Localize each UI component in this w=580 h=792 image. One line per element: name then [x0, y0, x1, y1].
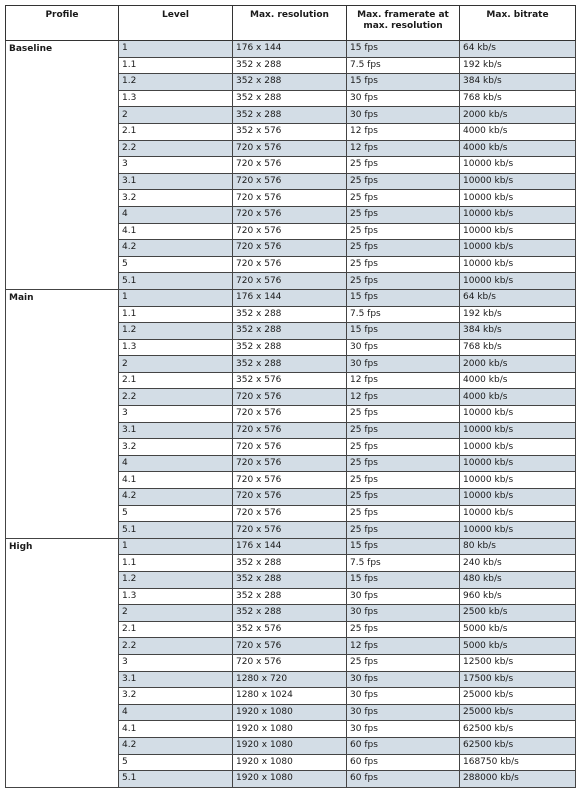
bitrate-cell: 168750 kb/s: [460, 754, 576, 771]
level-cell: 2.1: [119, 123, 233, 140]
level-cell: 1.1: [119, 555, 233, 572]
resolution-cell: 176 x 144: [233, 289, 347, 306]
bitrate-cell: 10000 kb/s: [460, 422, 576, 439]
framerate-cell: 25 fps: [347, 206, 460, 223]
resolution-cell: 352 x 576: [233, 372, 347, 389]
level-cell: 1: [119, 289, 233, 306]
bitrate-cell: 10000 kb/s: [460, 157, 576, 174]
resolution-cell: 720 x 576: [233, 190, 347, 207]
bitrate-cell: 10000 kb/s: [460, 206, 576, 223]
framerate-cell: 30 fps: [347, 588, 460, 605]
bitrate-cell: 2000 kb/s: [460, 356, 576, 373]
framerate-cell: 30 fps: [347, 356, 460, 373]
resolution-cell: 176 x 144: [233, 41, 347, 58]
level-cell: 3.2: [119, 688, 233, 705]
level-cell: 3: [119, 654, 233, 671]
level-cell: 1.1: [119, 306, 233, 323]
framerate-cell: 30 fps: [347, 339, 460, 356]
bitrate-cell: 12500 kb/s: [460, 654, 576, 671]
header-profile: Profile: [6, 6, 119, 41]
resolution-cell: 720 x 576: [233, 505, 347, 522]
level-cell: 5.1: [119, 273, 233, 290]
header-max-resolution: Max. resolution: [233, 6, 347, 41]
level-cell: 2.1: [119, 372, 233, 389]
framerate-cell: 12 fps: [347, 372, 460, 389]
bitrate-cell: 64 kb/s: [460, 41, 576, 58]
framerate-cell: 25 fps: [347, 223, 460, 240]
framerate-cell: 15 fps: [347, 289, 460, 306]
table-body: [6, 41, 576, 788]
framerate-cell: 30 fps: [347, 107, 460, 124]
framerate-cell: 25 fps: [347, 621, 460, 638]
bitrate-cell: 768 kb/s: [460, 339, 576, 356]
bitrate-cell: 288000 kb/s: [460, 771, 576, 788]
resolution-cell: 720 x 576: [233, 654, 347, 671]
framerate-cell: 25 fps: [347, 522, 460, 539]
header-row: [6, 6, 576, 41]
resolution-cell: 1920 x 1080: [233, 704, 347, 721]
resolution-cell: 720 x 576: [233, 638, 347, 655]
resolution-cell: 720 x 576: [233, 422, 347, 439]
framerate-cell: 30 fps: [347, 704, 460, 721]
level-cell: 2.2: [119, 140, 233, 157]
resolution-cell: 352 x 288: [233, 339, 347, 356]
framerate-cell: 25 fps: [347, 190, 460, 207]
framerate-cell: 25 fps: [347, 240, 460, 257]
bitrate-cell: 4000 kb/s: [460, 389, 576, 406]
framerate-cell: 7.5 fps: [347, 57, 460, 74]
bitrate-cell: 480 kb/s: [460, 572, 576, 589]
framerate-cell: 25 fps: [347, 157, 460, 174]
framerate-cell: 15 fps: [347, 41, 460, 58]
bitrate-cell: 10000 kb/s: [460, 223, 576, 240]
bitrate-cell: 10000 kb/s: [460, 455, 576, 472]
bitrate-cell: 384 kb/s: [460, 323, 576, 340]
resolution-cell: 720 x 576: [233, 223, 347, 240]
framerate-cell: 30 fps: [347, 688, 460, 705]
framerate-cell: 15 fps: [347, 323, 460, 340]
framerate-cell: 25 fps: [347, 406, 460, 423]
bitrate-cell: 25000 kb/s: [460, 688, 576, 705]
level-cell: 2.2: [119, 638, 233, 655]
resolution-cell: 352 x 288: [233, 605, 347, 622]
level-cell: 4.1: [119, 721, 233, 738]
level-cell: 3: [119, 157, 233, 174]
bitrate-cell: 5000 kb/s: [460, 621, 576, 638]
bitrate-cell: 10000 kb/s: [460, 472, 576, 489]
framerate-cell: 30 fps: [347, 671, 460, 688]
bitrate-cell: 10000 kb/s: [460, 240, 576, 257]
level-cell: 2: [119, 107, 233, 124]
resolution-cell: 352 x 288: [233, 74, 347, 91]
level-cell: 1.3: [119, 588, 233, 605]
level-cell: 4.2: [119, 737, 233, 754]
framerate-cell: 60 fps: [347, 754, 460, 771]
profile-cell: High: [6, 538, 119, 787]
bitrate-cell: 768 kb/s: [460, 90, 576, 107]
resolution-cell: 352 x 288: [233, 572, 347, 589]
level-cell: 4.1: [119, 472, 233, 489]
resolution-cell: 352 x 288: [233, 306, 347, 323]
level-cell: 5.1: [119, 771, 233, 788]
resolution-cell: 352 x 576: [233, 621, 347, 638]
resolution-cell: 1920 x 1080: [233, 754, 347, 771]
bitrate-cell: 5000 kb/s: [460, 638, 576, 655]
bitrate-cell: 10000 kb/s: [460, 505, 576, 522]
level-cell: 3.1: [119, 173, 233, 190]
bitrate-cell: 10000 kb/s: [460, 190, 576, 207]
bitrate-cell: 960 kb/s: [460, 588, 576, 605]
framerate-cell: 12 fps: [347, 389, 460, 406]
bitrate-cell: 4000 kb/s: [460, 123, 576, 140]
framerate-cell: 30 fps: [347, 605, 460, 622]
level-cell: 4.2: [119, 489, 233, 506]
header-max-bitrate: Max. bitrate: [460, 6, 576, 41]
framerate-cell: 15 fps: [347, 572, 460, 589]
framerate-cell: 25 fps: [347, 472, 460, 489]
level-cell: 3: [119, 406, 233, 423]
bitrate-cell: 10000 kb/s: [460, 489, 576, 506]
resolution-cell: 1280 x 1024: [233, 688, 347, 705]
resolution-cell: 352 x 288: [233, 555, 347, 572]
resolution-cell: 720 x 576: [233, 489, 347, 506]
profile-cell: Main: [6, 289, 119, 538]
level-cell: 1.1: [119, 57, 233, 74]
level-cell: 1.2: [119, 323, 233, 340]
resolution-cell: 720 x 576: [233, 472, 347, 489]
resolution-cell: 352 x 288: [233, 323, 347, 340]
bitrate-cell: 62500 kb/s: [460, 721, 576, 738]
resolution-cell: 720 x 576: [233, 173, 347, 190]
framerate-cell: 15 fps: [347, 538, 460, 555]
bitrate-cell: 10000 kb/s: [460, 522, 576, 539]
resolution-cell: 352 x 288: [233, 107, 347, 124]
table-container: [5, 5, 576, 788]
resolution-cell: 720 x 576: [233, 439, 347, 456]
bitrate-cell: 10000 kb/s: [460, 439, 576, 456]
framerate-cell: 30 fps: [347, 721, 460, 738]
resolution-cell: 720 x 576: [233, 256, 347, 273]
resolution-cell: 720 x 576: [233, 389, 347, 406]
level-cell: 3.1: [119, 671, 233, 688]
framerate-cell: 25 fps: [347, 422, 460, 439]
bitrate-cell: 64 kb/s: [460, 289, 576, 306]
framerate-cell: 25 fps: [347, 173, 460, 190]
framerate-cell: 15 fps: [347, 74, 460, 91]
bitrate-cell: 240 kb/s: [460, 555, 576, 572]
bitrate-cell: 10000 kb/s: [460, 173, 576, 190]
framerate-cell: 7.5 fps: [347, 555, 460, 572]
resolution-cell: 720 x 576: [233, 140, 347, 157]
header-max-framerate: Max. framerate at max. resolution: [347, 6, 460, 41]
resolution-cell: 352 x 288: [233, 57, 347, 74]
level-cell: 4.1: [119, 223, 233, 240]
resolution-cell: 720 x 576: [233, 206, 347, 223]
resolution-cell: 352 x 288: [233, 588, 347, 605]
framerate-cell: 25 fps: [347, 654, 460, 671]
resolution-cell: 1280 x 720: [233, 671, 347, 688]
resolution-cell: 1920 x 1080: [233, 771, 347, 788]
level-cell: 2.2: [119, 389, 233, 406]
level-cell: 5.1: [119, 522, 233, 539]
level-cell: 1: [119, 41, 233, 58]
level-cell: 4.2: [119, 240, 233, 257]
framerate-cell: 25 fps: [347, 439, 460, 456]
resolution-cell: 720 x 576: [233, 455, 347, 472]
level-cell: 5: [119, 256, 233, 273]
framerate-cell: 25 fps: [347, 455, 460, 472]
profile-level-table: [5, 5, 576, 788]
table-row: [6, 289, 576, 306]
bitrate-cell: 2500 kb/s: [460, 605, 576, 622]
bitrate-cell: 384 kb/s: [460, 74, 576, 91]
bitrate-cell: 4000 kb/s: [460, 140, 576, 157]
framerate-cell: 25 fps: [347, 505, 460, 522]
framerate-cell: 12 fps: [347, 140, 460, 157]
resolution-cell: 1920 x 1080: [233, 737, 347, 754]
framerate-cell: 12 fps: [347, 123, 460, 140]
level-cell: 1.2: [119, 74, 233, 91]
bitrate-cell: 17500 kb/s: [460, 671, 576, 688]
bitrate-cell: 10000 kb/s: [460, 256, 576, 273]
table-header: [6, 6, 576, 41]
resolution-cell: 1920 x 1080: [233, 721, 347, 738]
table-row: [6, 538, 576, 555]
resolution-cell: 176 x 144: [233, 538, 347, 555]
resolution-cell: 352 x 288: [233, 90, 347, 107]
level-cell: 1.2: [119, 572, 233, 589]
bitrate-cell: 10000 kb/s: [460, 273, 576, 290]
level-cell: 3.2: [119, 190, 233, 207]
bitrate-cell: 10000 kb/s: [460, 406, 576, 423]
resolution-cell: 352 x 576: [233, 123, 347, 140]
level-cell: 4: [119, 206, 233, 223]
resolution-cell: 352 x 288: [233, 356, 347, 373]
framerate-cell: 60 fps: [347, 771, 460, 788]
header-level: Level: [119, 6, 233, 41]
framerate-cell: 30 fps: [347, 90, 460, 107]
framerate-cell: 60 fps: [347, 737, 460, 754]
framerate-cell: 12 fps: [347, 638, 460, 655]
framerate-cell: 25 fps: [347, 489, 460, 506]
level-cell: 3.1: [119, 422, 233, 439]
level-cell: 1: [119, 538, 233, 555]
level-cell: 1.3: [119, 339, 233, 356]
level-cell: 2: [119, 605, 233, 622]
framerate-cell: 7.5 fps: [347, 306, 460, 323]
level-cell: 2: [119, 356, 233, 373]
bitrate-cell: 4000 kb/s: [460, 372, 576, 389]
level-cell: 3.2: [119, 439, 233, 456]
level-cell: 5: [119, 754, 233, 771]
bitrate-cell: 80 kb/s: [460, 538, 576, 555]
resolution-cell: 720 x 576: [233, 522, 347, 539]
framerate-cell: 25 fps: [347, 273, 460, 290]
level-cell: 1.3: [119, 90, 233, 107]
bitrate-cell: 2000 kb/s: [460, 107, 576, 124]
level-cell: 2.1: [119, 621, 233, 638]
bitrate-cell: 62500 kb/s: [460, 737, 576, 754]
resolution-cell: 720 x 576: [233, 157, 347, 174]
level-cell: 4: [119, 455, 233, 472]
bitrate-cell: 25000 kb/s: [460, 704, 576, 721]
table-row: [6, 41, 576, 58]
resolution-cell: 720 x 576: [233, 240, 347, 257]
level-cell: 4: [119, 704, 233, 721]
resolution-cell: 720 x 576: [233, 273, 347, 290]
framerate-cell: 25 fps: [347, 256, 460, 273]
level-cell: 5: [119, 505, 233, 522]
resolution-cell: 720 x 576: [233, 406, 347, 423]
bitrate-cell: 192 kb/s: [460, 306, 576, 323]
bitrate-cell: 192 kb/s: [460, 57, 576, 74]
profile-cell: Baseline: [6, 41, 119, 290]
